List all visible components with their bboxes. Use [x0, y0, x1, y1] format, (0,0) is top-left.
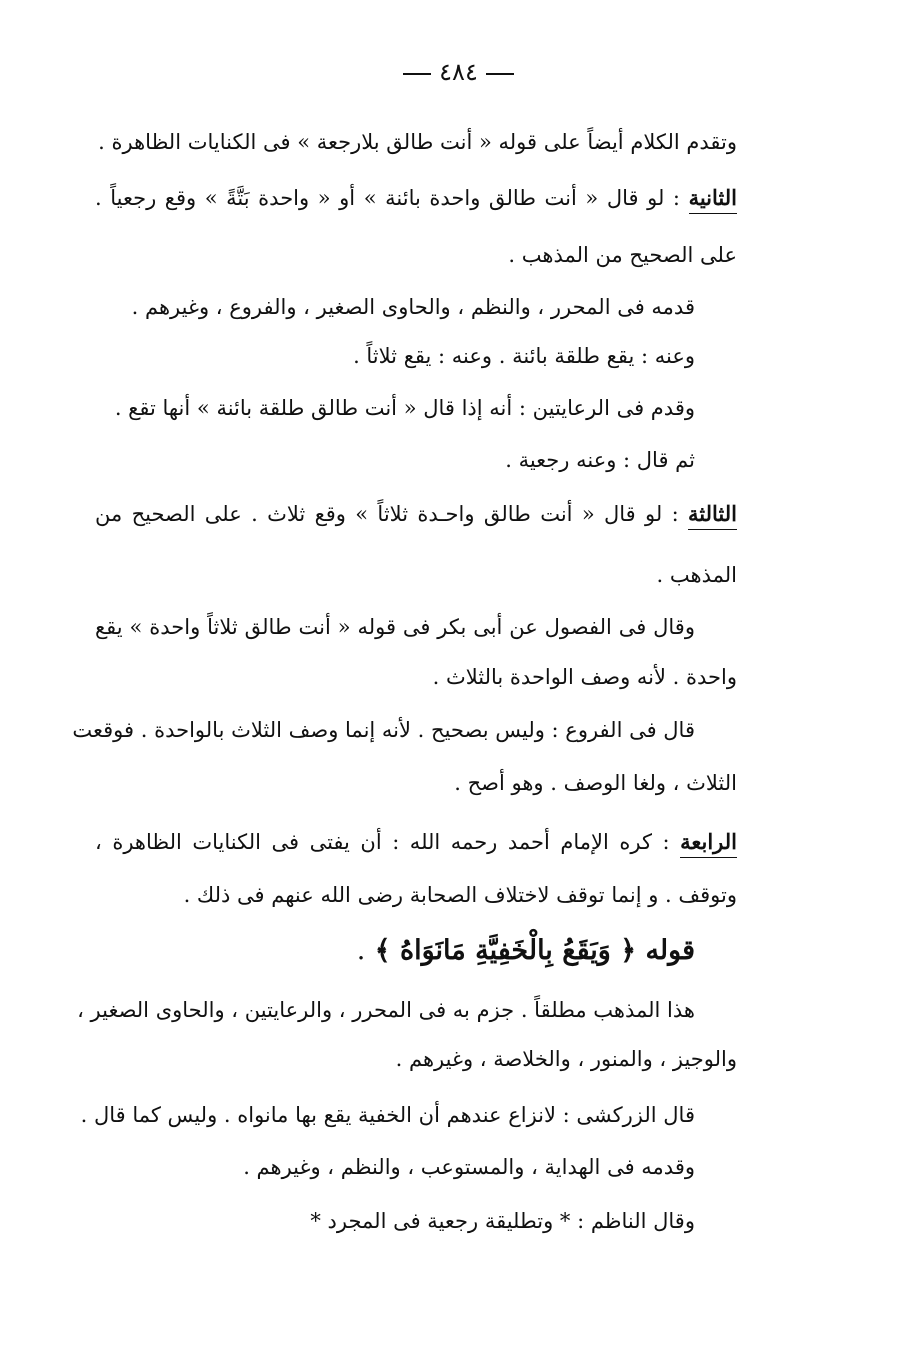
- text-line: الثلاث ، ولغا الوصف . وهو أصح .: [454, 771, 737, 795]
- text-line: قال الزركشى : لانزاع عندهم أن الخفية يقع بها مانواه . وليس كما قال .: [80, 1103, 695, 1127]
- text-line: وقدم فى الرعايتين : أنه إذا قال « أنت طالق طلقة بائنة » أنها تقع .: [114, 396, 695, 420]
- text-line: وتقدم الكلام أيضاً على قوله « أنت طالق بلارجعة » فى الكنايات الظاهرة .: [98, 130, 737, 154]
- text-line: وتوقف . و إنما توقف لاختلاف الصحابة رضى الله عنهم فى ذلك .: [183, 883, 737, 907]
- section-keyword: الرابعة: [680, 829, 737, 858]
- text-line: على الصحيح من المذهب .: [508, 243, 737, 267]
- text-line: قدمه فى المحرر ، والنظم ، والحاوى الصغير ، والفروع ، وغيرهم .: [131, 295, 695, 319]
- section-keyword: الثانية: [689, 185, 737, 214]
- dash-right: [403, 73, 431, 75]
- heading-end: .: [356, 935, 366, 966]
- text-line: والوجيز ، والمنور ، والخلاصة ، وغيرهم .: [395, 1047, 737, 1071]
- text-line: وقدمه فى الهداية ، والمستوعب ، والنظم ، وغيرهم .: [243, 1155, 695, 1179]
- text-line-point-two: الثانية : لو قال « أنت طالق واحدة بائنة » أو « واحدة بَتَّةً » وقع رجعياً .: [95, 183, 737, 213]
- text-line-point-three: الثالثة : لو قال « أنت طالق واحـدة ثلاثاً » وقع ثلاث . على الصحيح من: [95, 499, 737, 529]
- text-line: المذهب .: [656, 563, 737, 587]
- section-heading: [95, 929, 695, 973]
- page-number: ٤٨٤: [0, 58, 917, 86]
- text-line: هذا المذهب مطلقاً . جزم به فى المحرر ، والرعايتين ، والحاوى الصغير ،: [77, 998, 695, 1022]
- text-line: وعنه : يقع طلقة بائنة . وعنه : يقع ثلاثاً .: [353, 344, 695, 368]
- dash-left: [486, 73, 514, 75]
- text-line: قال فى الفروع : وليس بصحيح . لأنه إنما وصف الثلاث بالواحدة . فوقعت: [72, 718, 695, 742]
- text-line: ثم قال : وعنه رجعية .: [505, 448, 695, 472]
- heading-quote: ﴿ وَيَقَعُ بِالْخَفِيَّةِ مَانَوَاهُ ﴾: [374, 935, 637, 966]
- section-keyword: الثالثة: [688, 501, 737, 530]
- text-line-point-four: الرابعة : كره الإمام أحمد رحمه الله : أن يفتى فى الكنايات الظاهرة ،: [95, 827, 737, 857]
- text-line: واحدة . لأنه وصف الواحدة بالثلاث .: [432, 665, 737, 689]
- heading-lead: قوله: [645, 935, 695, 966]
- text-line: وقال فى الفصول عن أبى بكر فى قوله « أنت طالق ثلاثاً واحدة » يقع: [95, 615, 695, 639]
- verse-line: وقال الناظم : * وتطليقة رجعية فى المجرد *: [310, 1209, 695, 1233]
